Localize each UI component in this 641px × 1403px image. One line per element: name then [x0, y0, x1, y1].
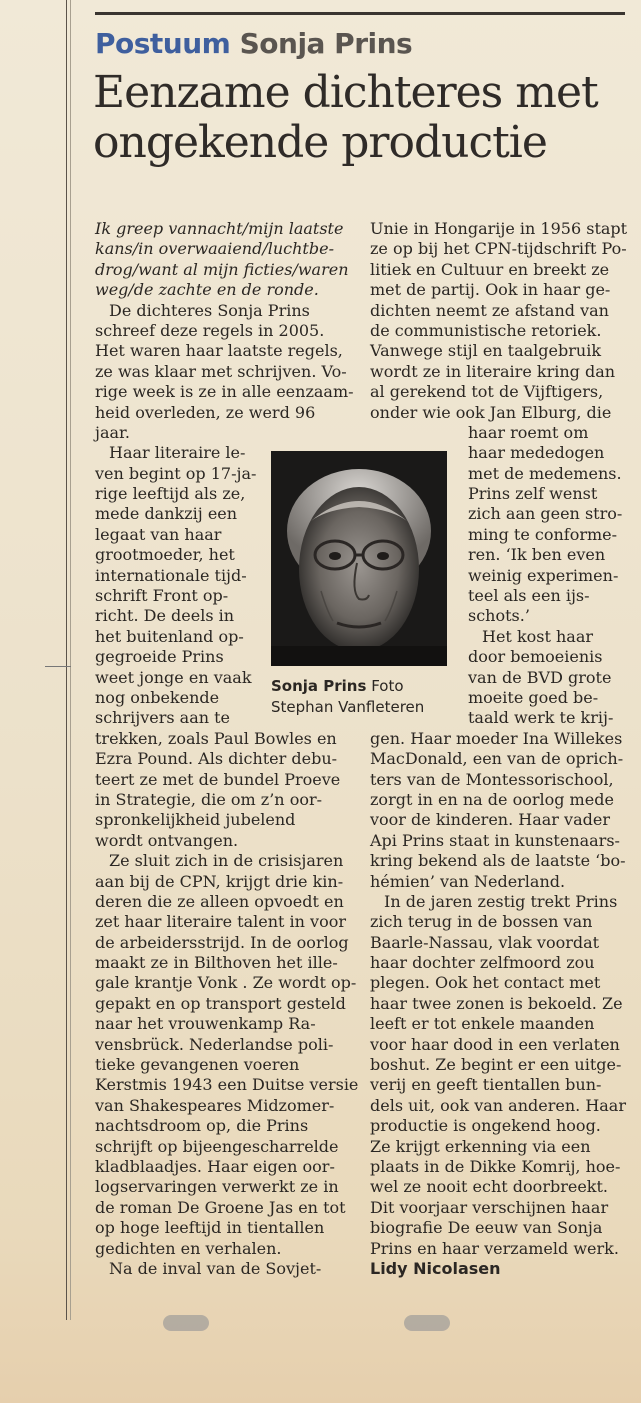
- article-line: taald werk te krij-: [468, 708, 614, 728]
- article-line: haar mededogen: [468, 443, 605, 463]
- caption-credit: Stephan Vanfleteren: [271, 698, 425, 716]
- article-line: Ik greep vannacht/mijn laatste: [95, 219, 344, 238]
- article-line: door bemoeienis: [468, 647, 603, 667]
- article-line: voor haar dood in een verlaten: [370, 1034, 620, 1054]
- article-line: met de partij. Ook in haar ge-: [370, 280, 611, 300]
- headline: [93, 68, 633, 168]
- article-line: ren. ‘Ik ben even: [468, 545, 606, 565]
- article-line: schrift Front op-: [95, 586, 229, 606]
- article-line: tieke gevangenen voeren: [95, 1055, 300, 1075]
- article-line: schrijvers aan te: [95, 708, 231, 728]
- article-line: trekken, zoals Paul Bowles en: [95, 728, 337, 748]
- article-line: de communistische retoriek.: [370, 320, 602, 340]
- article-line: weg/de zachte en de ronde.: [95, 280, 319, 300]
- article-line: moeite goed be-: [468, 687, 599, 707]
- article-line: ven begint op 17-ja-: [95, 463, 257, 483]
- article-line: haar twee zonen is bekoeld. Ze: [370, 993, 623, 1013]
- article-line: rige leeftijd als ze,: [95, 484, 246, 504]
- article-line: Prins en haar verzameld werk.: [370, 1238, 619, 1258]
- article-line: vensbrück. Nederlandse poli-: [95, 1034, 334, 1054]
- caption-name: Sonja Prins: [271, 677, 367, 695]
- article-line: leeft er tot enkele maanden: [370, 1014, 595, 1034]
- article-line: onder wie ook Jan Elburg, die: [370, 402, 612, 422]
- article-line: Het kost haar: [482, 626, 594, 646]
- article-line: ters van de Montessorischool,: [370, 769, 614, 789]
- article-line: Dit voorjaar verschijnen haar: [370, 1197, 609, 1217]
- article-line: plaats in de Dikke Komrij, hoe-: [370, 1156, 621, 1176]
- kicker: [95, 27, 412, 60]
- kicker-section: Postuum: [95, 27, 231, 60]
- article-line: van Shakespeares Midzomer-: [95, 1095, 335, 1115]
- article-line: zich aan geen stro-: [468, 504, 623, 524]
- article-line: internationale tijd-: [95, 565, 247, 585]
- column-rule: [66, 0, 67, 1320]
- article-line: deren die ze alleen opvoedt en: [95, 891, 344, 911]
- article-line: Api Prins staat in kunstenaars-: [370, 830, 620, 850]
- article-line: dichten neemt ze afstand van: [370, 300, 609, 320]
- kicker-subject: Sonja Prins: [239, 27, 413, 60]
- article-line: naar het vrouwenkamp Ra-: [95, 1014, 316, 1034]
- article-line: wordt ze in literaire kring dan: [370, 361, 616, 381]
- caption-label: Foto: [371, 677, 404, 695]
- article-line: met de medemens.: [468, 463, 622, 483]
- article-line: De dichteres Sonja Prins: [109, 300, 310, 320]
- article-line: Kerstmis 1943 een Duitse versie: [95, 1075, 359, 1095]
- article-line: Haar literaire le-: [109, 443, 246, 463]
- article-line: litiek en Cultuur en breekt ze: [370, 259, 610, 279]
- article-line: ze was klaar met schrijven. Vo-: [95, 361, 347, 381]
- article-line: ming te conforme-: [468, 524, 618, 544]
- article-line: jaar.: [95, 422, 131, 442]
- article-line: spronkelijkheid jubelend: [95, 810, 296, 830]
- article-line: logservaringen verwerkt ze in: [95, 1177, 339, 1197]
- article-line: MacDonald, een van de oprich-: [370, 749, 624, 769]
- article-line: de arbeidersstrijd. In de oorlog: [95, 932, 349, 952]
- column-rule-secondary: [70, 0, 71, 1320]
- article-line: Unie in Hongarije in 1956 stapt: [370, 219, 628, 238]
- headline-line-1: Eenzame dichteres met: [93, 67, 598, 118]
- article-line: rige week is ze in alle eenzaam-: [95, 382, 354, 402]
- article-line: schots.’: [468, 606, 530, 626]
- article-line: nachtsdroom op, die Prins: [95, 1116, 309, 1136]
- article-line: hémien’ van Nederland.: [370, 871, 566, 891]
- tape-mark-left: [163, 1315, 209, 1331]
- article-line: drog/want al mijn ficties/waren: [95, 259, 349, 279]
- fold-mark: [45, 666, 71, 667]
- article-line: schreef deze regels in 2005.: [95, 320, 325, 340]
- article-line: gen. Haar moeder Ina Willekes: [370, 728, 623, 748]
- article-line: heid overleden, ze werd 96: [95, 402, 316, 422]
- article-line: haar roemt om: [468, 422, 589, 442]
- article-line: schrijft op bijeengescharrelde: [95, 1136, 339, 1156]
- article-line: weinig experimen-: [468, 565, 619, 585]
- article-line: Het waren haar laatste regels,: [95, 341, 343, 361]
- article-line: op hoge leeftijd in tientallen: [95, 1218, 325, 1238]
- article-line: verij en geeft tientallen bun-: [370, 1075, 602, 1095]
- article-line: al gerekend tot de Vijftigers,: [370, 382, 604, 402]
- article-line: aan bij de CPN, krijgt drie kin-: [95, 871, 344, 891]
- tape-mark-right: [404, 1315, 450, 1331]
- article-line: teel als een ijs-: [468, 586, 590, 606]
- article-line: wordt ontvangen.: [95, 830, 239, 850]
- portrait-image: [271, 451, 447, 666]
- article-line: mede dankzij een: [95, 504, 238, 524]
- article-line: zorgt in en na de oorlog mede: [370, 789, 614, 809]
- article-line: in Strategie, die om z’n oor-: [95, 789, 323, 809]
- article-line: wel ze nooit echt doorbreekt.: [370, 1177, 608, 1197]
- article-line: Na de inval van de Sovjet-: [109, 1258, 322, 1278]
- article-line: Ezra Pound. Als dichter debu-: [95, 749, 338, 769]
- article-line: Prins zelf wenst: [468, 484, 598, 504]
- article-line: kring bekend als de laatste ‘bo-: [370, 851, 626, 871]
- article-line: grootmoeder, het: [95, 545, 235, 565]
- article-line: voor de kinderen. Haar vader: [370, 810, 610, 830]
- article-line: gepakt en op transport gesteld: [95, 993, 346, 1013]
- article-line: plegen. Ook het contact met: [370, 973, 601, 993]
- article-column-2: [370, 219, 627, 1279]
- article-line: boshut. Ze begint er een uitge-: [370, 1055, 622, 1075]
- article-line: Vanwege stijl en taalgebruik: [370, 341, 602, 361]
- article-line: haar dochter zelfmoord zou: [370, 953, 595, 973]
- photo-caption: [271, 676, 424, 718]
- article-line: Ze krijgt erkenning via een: [370, 1136, 591, 1156]
- article-line: gale krantje Vonk . Ze wordt op-: [95, 973, 357, 993]
- article-line: zich terug in de bossen van: [370, 912, 593, 932]
- article-line: richt. De deels in: [95, 606, 235, 626]
- article-line: dels uit, ook van anderen. Haar: [370, 1095, 626, 1115]
- article-column-1: [95, 219, 358, 1279]
- portrait-photo: [271, 451, 447, 666]
- headline-line-2: ongekende productie: [93, 117, 547, 168]
- article-line: de roman De Groene Jas en tot: [95, 1197, 346, 1217]
- article-line: Ze sluit zich in de crisisjaren: [109, 851, 344, 871]
- article-line: gegroeide Prins: [95, 647, 224, 667]
- byline: Lidy Nicolasen: [370, 1258, 501, 1278]
- article-line: weet jonge en vaak: [95, 667, 252, 687]
- article-line: Baarle-Nassau, vlak voordat: [370, 932, 600, 952]
- article-line: het buitenland op-: [95, 626, 244, 646]
- article-line: productie is ongekend hoog.: [370, 1116, 601, 1136]
- article-line: biografie De eeuw van Sonja: [370, 1218, 603, 1238]
- article-line: nog onbekende: [95, 687, 220, 707]
- article-line: kans/in overwaaiend/luchtbe-: [95, 239, 334, 259]
- article-line: kladblaadjes. Haar eigen oor-: [95, 1156, 335, 1176]
- top-rule: [95, 12, 625, 15]
- article-line: ze op bij het CPN-tijdschrift Po-: [370, 239, 627, 259]
- article-line: maakt ze in Bilthoven het ille-: [95, 953, 338, 973]
- article-line: legaat van haar: [95, 524, 222, 544]
- article-line: In de jaren zestig trekt Prins: [384, 891, 618, 911]
- article-line: zet haar literaire talent in voor: [95, 912, 347, 932]
- article-line: gedichten en verhalen.: [95, 1238, 282, 1258]
- article-line: van de BVD grote: [468, 667, 612, 687]
- article-line: teert ze met de bundel Proeve: [95, 769, 341, 789]
